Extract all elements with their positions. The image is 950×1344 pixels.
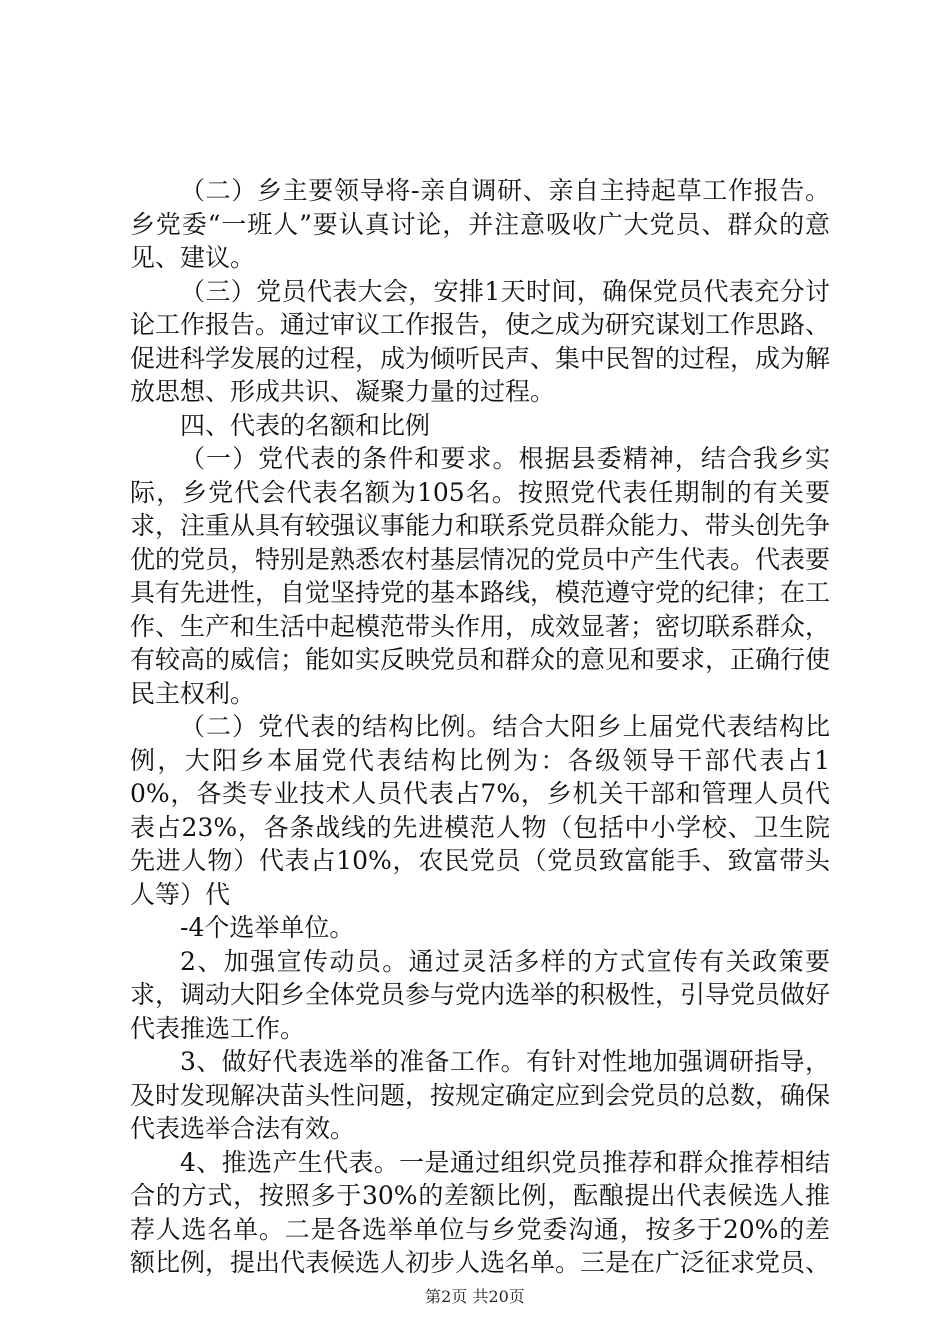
paragraph-election-units: -4个选举单位。 — [180, 913, 355, 942]
paragraph-congress-schedule: （三）党员代表大会，安排1天时间，确保党员代表充分讨论工作报告。通过审议工作报告，使之成为研究谋划工作思路、促进科学发展的过程，成为倾听民声、集中民智的过程，成为解放思想、形成共识、凝聚力量的过程。 — [130, 276, 831, 406]
paragraph-delegate-nomination: 4、推选产生代表。一是通过组织党员推荐和群众推荐相结合的方式，按照多于30%的差额比例，酝酿提出代表候选人推荐人选名单。二是各选举单位与乡党委沟通，按多于20%的差额比例，提出代表候选人初步人选名单。三是在广泛征求党员、 — [130, 1147, 831, 1277]
paragraph-leader-drafting: （二）乡主要领导将-亲自调研、亲自主持起草工作报告。乡党委“一班人”要认真讨论，并注意吸收广大党员、群众的意见、建议。 — [130, 176, 830, 272]
paragraph-election-preparation: 3、做好代表选举的准备工作。有针对性地加强调研指导，及时发现解决苗头性问题，按规定确定应到会党员的总数，确保代表选举合法有效。 — [130, 1047, 831, 1143]
paragraph-delegate-structure: （二）党代表的结构比例。结合大阳乡上届党代表结构比例，大阳乡本届党代表结构比例为：各级领导干部代表占10%，各类专业技术人员代表占7%，乡机关干部和管理人员代表占23%，各条战线的先进模范人物（包括中小学校、卫生院先进人物）代表占10%，农民党员（党员致富能手、致富带头人等）代 — [130, 712, 830, 909]
paragraph-delegate-conditions: （一）党代表的条件和要求。根据县委精神，结合我乡实际，乡党代会代表名额为105名。按照党代表任期制的有关要求，注重从具有较强议事能力和联系党员群众能力、带头创先争优的党员，特别是熟悉农村基层情况的党员中产生代表。代表要具有先进性，自觉坚持党的基本路线，模范遵守党的纪律；在工作、生产和生活中起模范带头作用，成效显著；密切联系群众，有较高的威信；能如实反映党员和群众的意见和要求，正确行使民主权利。 — [130, 444, 831, 708]
document-body — [130, 174, 830, 1280]
section-heading-quota: 四、代表的名额和比例 — [180, 410, 431, 440]
page-number-footer: 第2页 共20页 — [425, 1287, 525, 1306]
paragraph-publicity: 2、加强宣传动员。通过灵活多样的方式宣传有关政策要求，调动大阳乡全体党员参与党内选举的积极性，引导党员做好代表推选工作。 — [130, 946, 831, 1043]
